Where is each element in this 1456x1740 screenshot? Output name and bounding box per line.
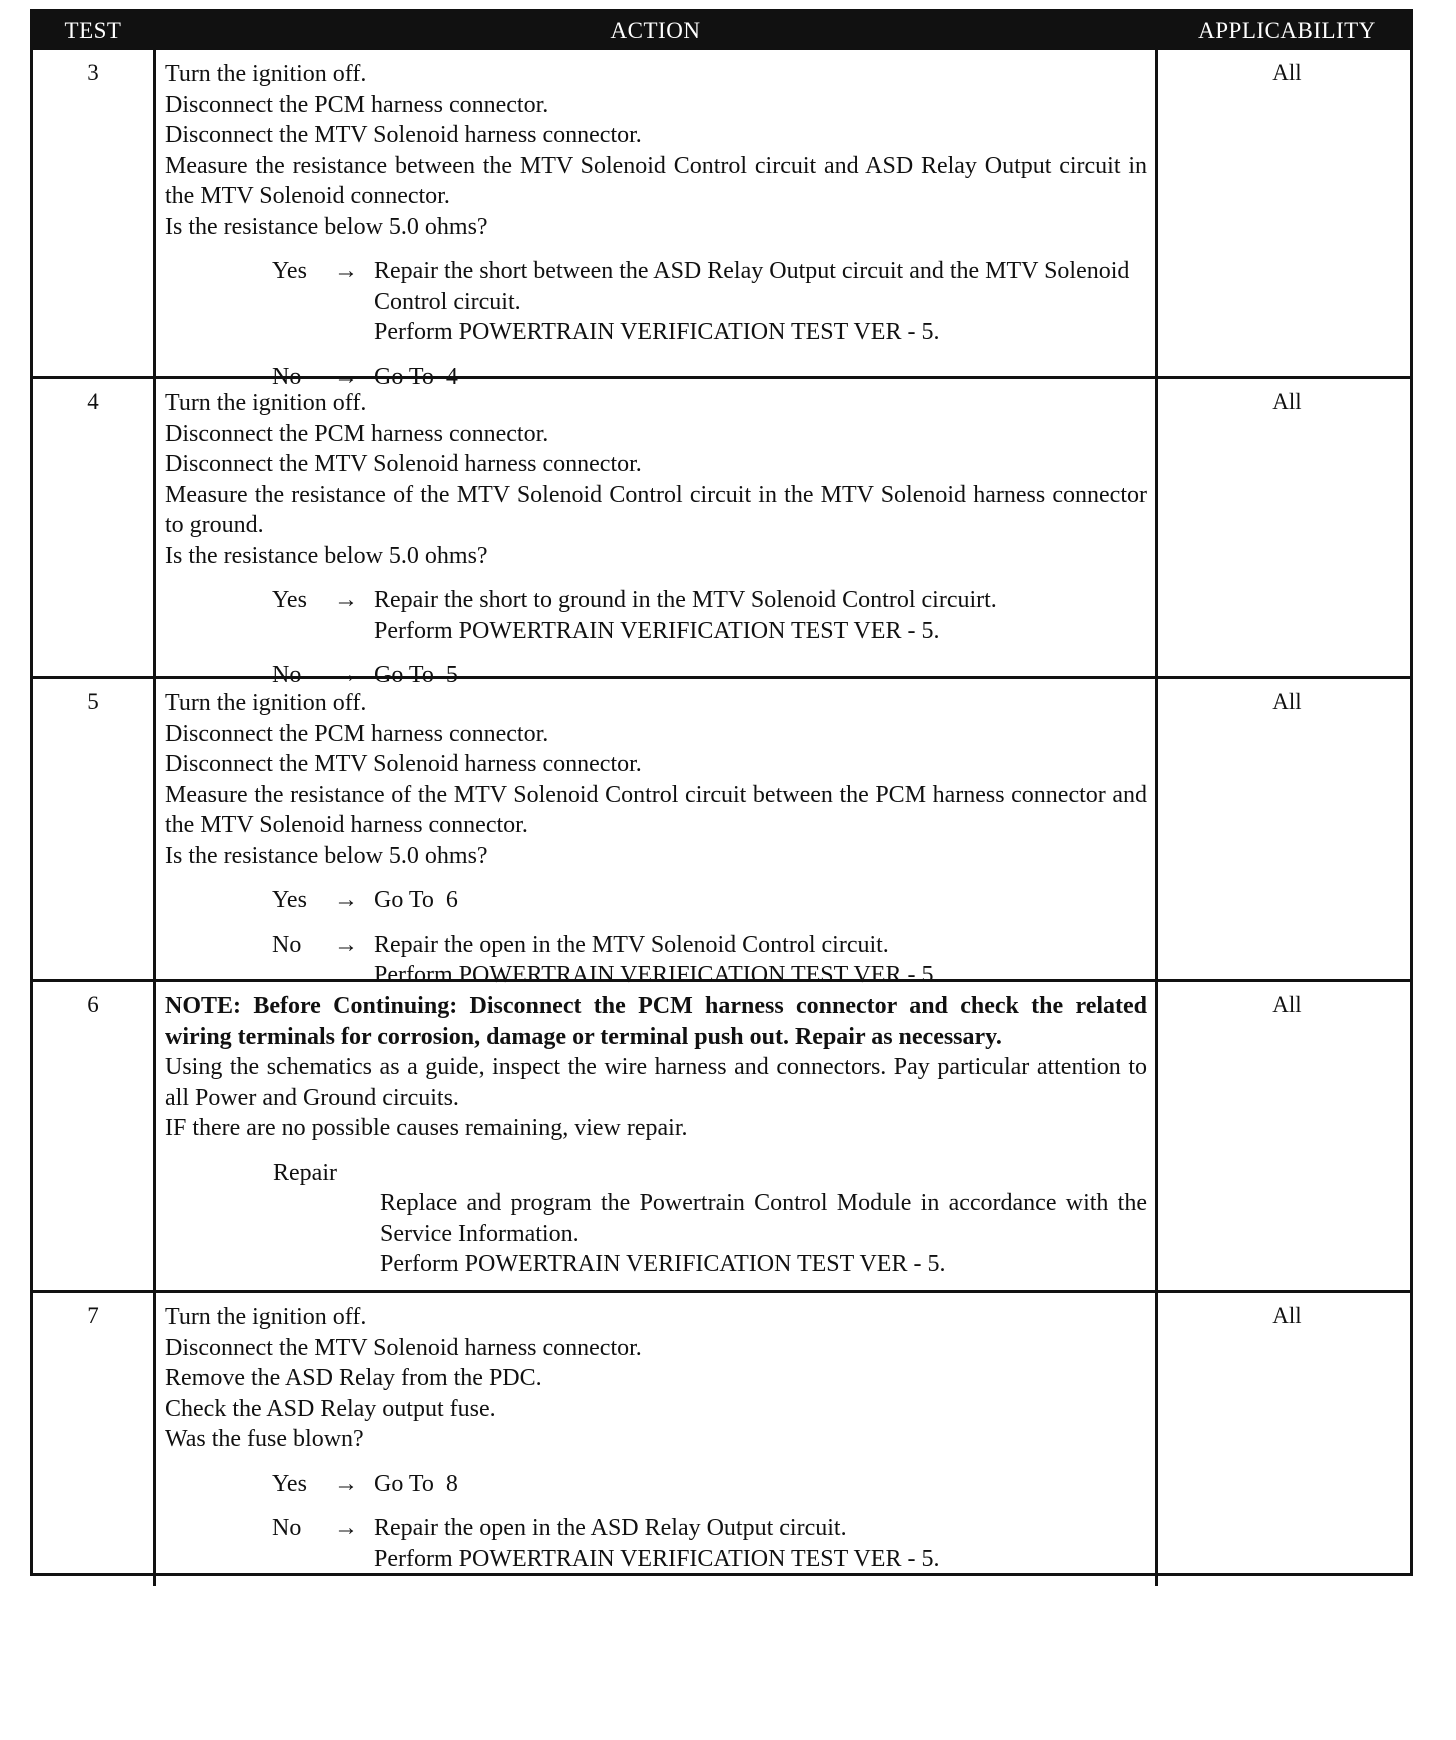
no-label: No [272,363,302,390]
arrow-right-icon: → [334,587,358,613]
result-line: Repair the open in the MTV Solenoid Control circuit. [374,931,889,958]
result-line: Go To 6 [374,887,458,913]
step-text: Remove the ASD Relay from the PDC. [165,1365,542,1391]
applicability-value: All [1272,389,1302,414]
test-number: 3 [87,60,99,85]
step-text: Is the resistance below 5.0 ohms? [165,542,488,569]
action-cell [153,1293,1158,1586]
action-cell [153,379,1158,703]
step-text: Using the schematics as a guide, inspect the wire harness and connectors. Pay particular attention to all Power and Ground circuits. [165,1054,1147,1111]
repair-label: Repair [273,1159,337,1186]
test-number: 7 [87,1303,99,1328]
result-line: Perform POWERTRAIN VERIFICATION TEST VER - 5. [374,319,940,345]
result-line: Perform POWERTRAIN VERIFICATION TEST VER - 5. [374,617,940,644]
action-cell [153,982,1158,1292]
test-number: 4 [87,389,99,414]
applicability-value: All [1272,992,1302,1017]
arrow-right-icon: → [334,258,358,284]
arrow-right-icon: → [334,887,358,913]
result-line: Go To 8 [374,1470,458,1497]
step-text: Disconnect the MTV Solenoid harness connector. [165,451,642,477]
arrow-right-icon: → [334,363,358,390]
result-line: Perform POWERTRAIN VERIFICATION TEST VER - 5. [374,962,940,988]
header-action: ACTION [610,18,701,43]
repair-line: Perform POWERTRAIN VERIFICATION TEST VER - 5. [380,1251,946,1277]
no-label: No [272,1515,302,1541]
step-text: Disconnect the PCM harness connector. [165,420,549,447]
step-text: Disconnect the PCM harness connector. [165,91,549,118]
step-text: Was the fuse blown? [165,1426,364,1452]
yes-label: Yes [272,258,307,284]
result-line: Repair the short between the ASD Relay Output circuit and the MTV Solenoid Control circuit. [374,258,1136,315]
table-row [33,376,1410,688]
yes-result [374,1469,1147,1500]
arrow-right-icon: → [334,1515,358,1541]
diagnostic-table [30,9,1413,1576]
yes-response [272,1469,1147,1500]
yes-response [272,885,1147,916]
step-text: Check the ASD Relay output fuse. [165,1395,496,1422]
step-text: Turn the ignition off. [165,690,367,716]
result-line: Go To 5 [374,662,458,688]
action-cell [153,679,1158,1003]
step-text: Turn the ignition off. [165,1304,367,1330]
test-number: 5 [87,689,99,714]
step-text: Turn the ignition off. [165,390,367,416]
applicability-value: All [1272,1303,1302,1328]
step-text: Is the resistance below 5.0 ohms? [165,213,488,240]
no-label: No [272,931,302,958]
applicability-value: All [1272,689,1302,714]
result-line: Go To 4 [374,363,458,390]
step-text: Disconnect the MTV Solenoid harness connector. [165,1334,642,1361]
table-row [33,676,1410,988]
arrow-right-icon: → [334,931,358,958]
note-text: NOTE: Before Continuing: Disconnect the PCM harness connector and check the related wiring terminals for corrosion, damage or terminal push out. Repair as necessary. [165,993,1147,1050]
yes-label: Yes [272,1470,307,1497]
header-test: TEST [64,18,122,43]
action-cell [153,50,1158,404]
no-response [272,1513,1147,1574]
yes-result [374,585,1147,646]
repair-text [380,1188,1147,1280]
yes-result [374,885,1147,916]
yes-response [272,585,1147,646]
arrow-right-icon: → [334,662,358,688]
step-text: Turn the ignition off. [165,61,367,87]
yes-response [272,256,1147,348]
result-line: Repair the open in the ASD Relay Output circuit. [374,1515,847,1541]
step-text: IF there are no possible causes remaining, view repair. [165,1115,688,1141]
applicability-value: All [1272,60,1302,85]
test-number: 6 [87,992,99,1017]
result-line: Repair the short to ground in the MTV Solenoid Control circuirt. [374,587,997,613]
step-text: Disconnect the PCM harness connector. [165,720,549,747]
step-text: Is the resistance below 5.0 ohms? [165,842,488,869]
no-label: No [272,662,302,688]
result-line: Perform POWERTRAIN VERIFICATION TEST VER - 5. [374,1545,940,1572]
arrow-right-icon: → [334,1470,358,1497]
yes-result [374,256,1147,348]
no-result [374,1513,1147,1574]
step-text: Measure the resistance between the MTV Solenoid Control circuit and ASD Relay Output circuit in the MTV Solenoid connector. [165,152,1147,209]
table-row [33,50,1410,390]
yes-label: Yes [272,887,307,913]
step-text: Measure the resistance of the MTV Solenoid Control circuit between the PCM harness connector and the MTV Solenoid harness connector. [165,781,1147,838]
repair-line: Replace and program the Powertrain Control Module in accordance with the Service Information. [380,1190,1147,1247]
table-row [33,1290,1410,1573]
table-body [33,50,1410,1573]
step-text: Disconnect the MTV Solenoid harness connector. [165,122,642,148]
step-text: Measure the resistance of the MTV Solenoid Control circuit in the MTV Solenoid harness connector to ground. [165,481,1147,538]
table-header [33,12,1410,50]
step-text: Disconnect the MTV Solenoid harness connector. [165,751,642,777]
table-row [33,979,1410,1290]
header-applicability: APPLICABILITY [1198,18,1376,43]
yes-label: Yes [272,587,307,613]
